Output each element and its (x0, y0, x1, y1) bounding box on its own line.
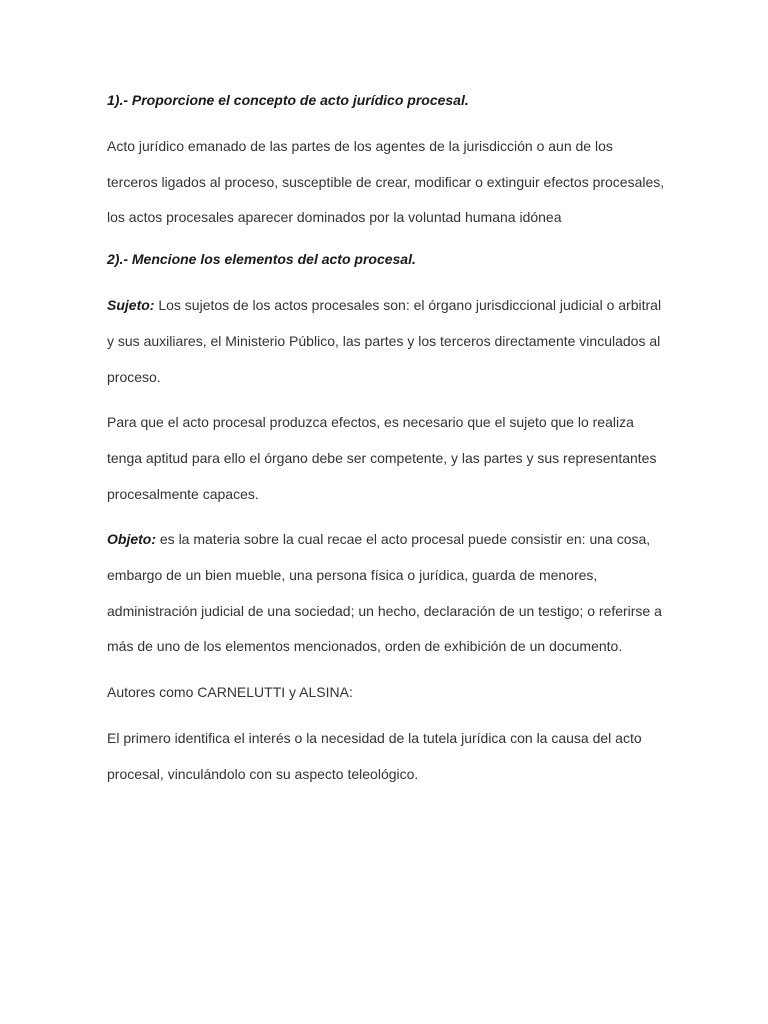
primero-paragraph: El primero identifica el interés o la necesidad de la tutela jurídica con la causa del acto procesal, vinculándolo con su aspecto teleológico. (107, 729, 642, 782)
sujeto-followup-paragraph: Para que el acto procesal produzca efectos, es necesario que el sujeto que lo realiza tenga aptitud para ello el órgano debe ser competente, y las partes y sus representantes procesalmente capaces. (107, 414, 657, 502)
objeto-label: Objeto: (107, 531, 156, 548)
sujeto-label: Sujeto: (107, 297, 155, 314)
question-1-heading: 1).- Proporcione el concepto de acto jurídico procesal. (107, 92, 469, 108)
autores-paragraph: Autores como CARNELUTTI y ALSINA: (107, 684, 353, 701)
sujeto-text: Los sujetos de los actos procesales son: el órgano jurisdiccional judicial o arbitral y sus auxiliares, el Ministerio Público, las partes y los terceros directamente vinculados al proceso. (107, 297, 662, 385)
objeto-text: es la materia sobre la cual recae el acto procesal puede consistir en: una cosa, embargo de un bien mueble, una persona física o jurídica, guarda de menores, administración judicial de una sociedad; un hecho, declaración de un testigo; o referirse a más de uno de los elementos mencionados, orden de exhibición de un documento. (107, 531, 662, 655)
sujeto-paragraph (107, 288, 667, 395)
question-2-heading: 2).- Mencione los elementos del acto procesal. (107, 251, 416, 268)
question-1-answer: Acto jurídico emanado de las partes de los agentes de la jurisdicción o aun de los terceros ligados al proceso, susceptible de crear, modificar o extinguir efectos procesales, los actos procesales aparecer dominados por la voluntad humana idónea (107, 138, 665, 226)
document-body (107, 88, 667, 803)
objeto-paragraph (107, 522, 667, 665)
